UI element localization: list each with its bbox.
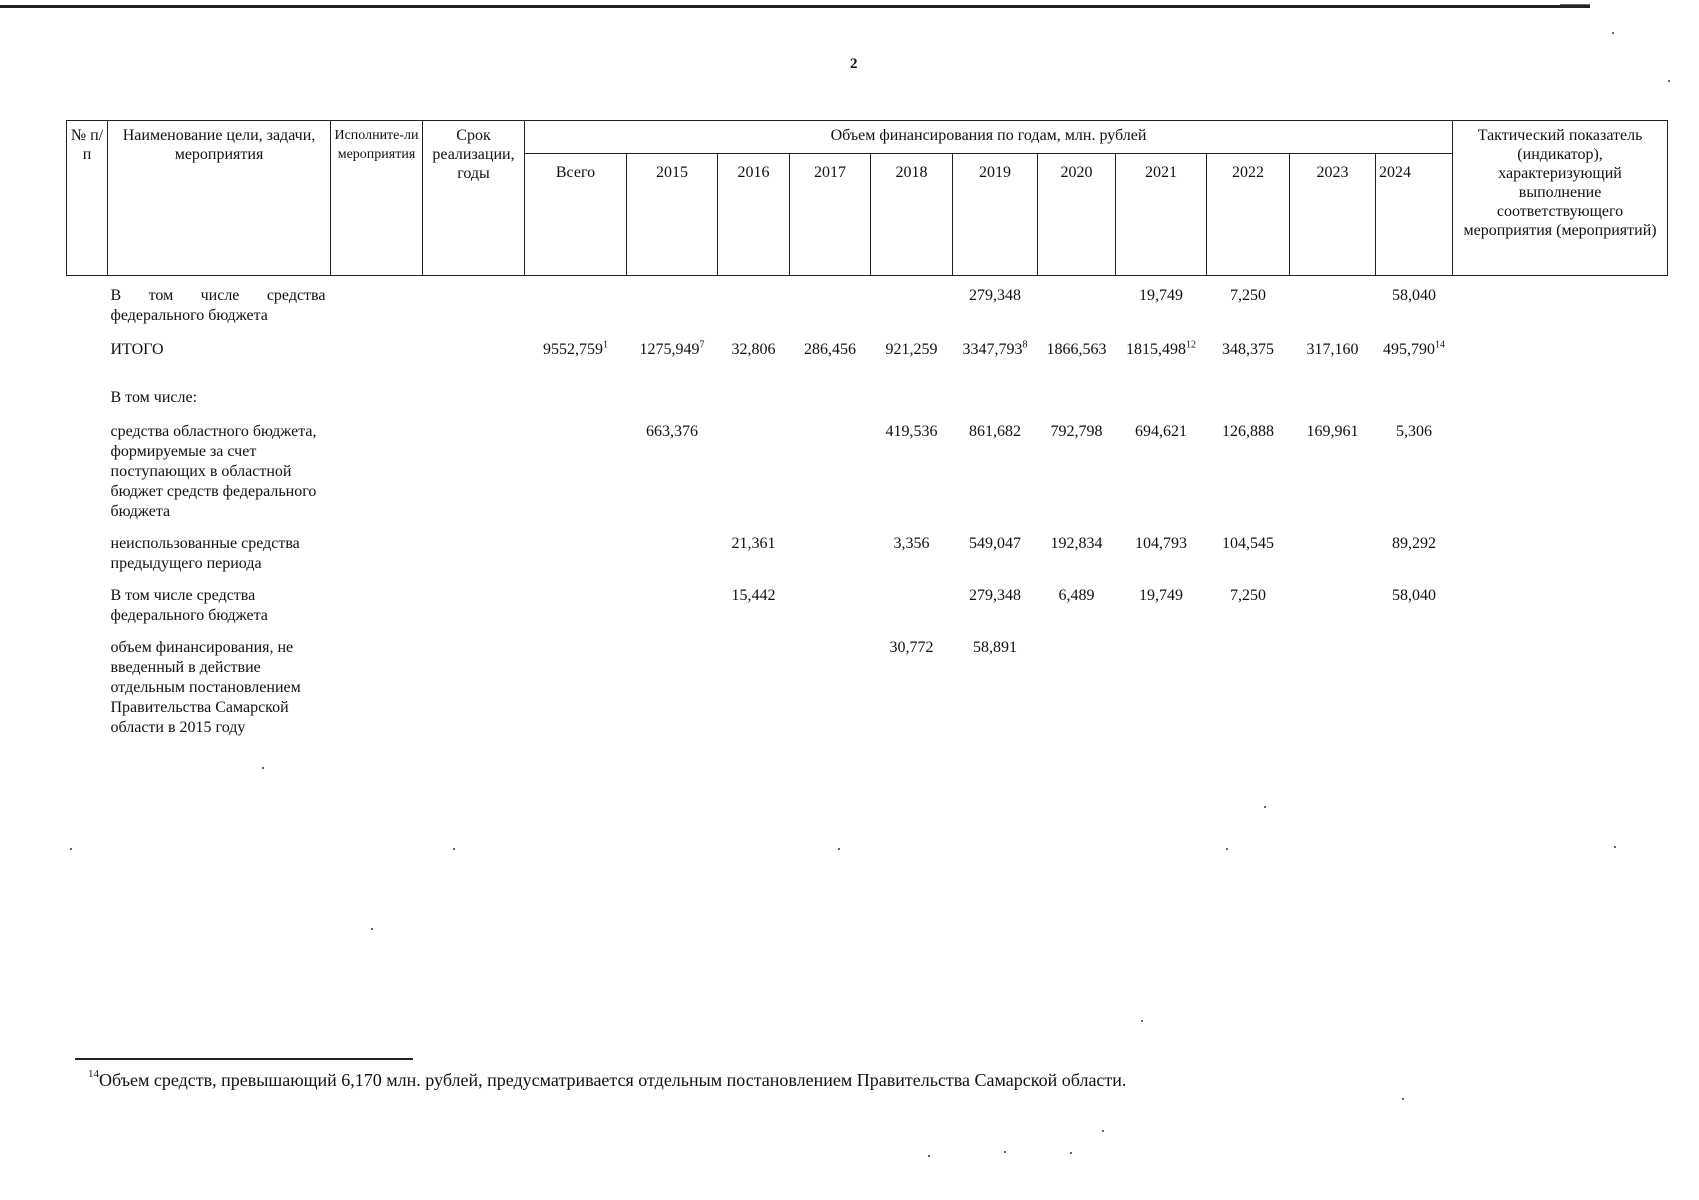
footnote-mark: 14: [88, 1068, 99, 1080]
table-row: [67, 586, 1668, 626]
cell-total: 9552,759$^1$: [543, 339, 608, 358]
header-year-2015: 2015: [627, 154, 718, 276]
footnote-ref: 8: [1022, 339, 1028, 351]
scan-speck: [1141, 1020, 1143, 1022]
cell-2019: 279,348: [969, 587, 1021, 604]
footnote-ref: 12: [1186, 339, 1196, 351]
cell-2015: 663,376: [646, 423, 698, 440]
cell-2019: 3347,793$^8$: [962, 339, 1028, 358]
footnote-ref: 7: [699, 339, 705, 351]
cell-2019: 861,682: [969, 423, 1021, 440]
table-row-total: [67, 340, 1668, 360]
row-label: объем финансирования, не введенный в действие отдельным постановлением Правительства Самарской области в 2015 году: [110, 639, 301, 736]
cell-total: [525, 586, 627, 626]
header-name: Наименование цели, задачи, мероприятия: [108, 121, 331, 276]
header-volume: Объем финансирования по годам, млн. рублей: [525, 121, 1453, 154]
cell-2019: 549,047: [969, 535, 1021, 552]
scan-speck: [1070, 1152, 1072, 1154]
cell-2015: [627, 586, 718, 626]
scan-speck: [1402, 1098, 1404, 1100]
cell-2022: [1207, 638, 1290, 738]
table-row: [67, 286, 1668, 326]
cell-2018: [871, 586, 953, 626]
cell-2024: 495,790$^{14}$: [1383, 339, 1446, 358]
cell-2017: [790, 586, 871, 626]
scan-speck: [1004, 1151, 1006, 1153]
cell-2022: 348,375: [1222, 341, 1274, 358]
cell-2018: [871, 286, 953, 326]
cell-2016: 32,806: [731, 341, 776, 358]
scan-speck: [371, 928, 373, 930]
scan-speck: [1264, 806, 1266, 808]
header-year-2022: 2022: [1207, 154, 1290, 276]
top-border-line: [0, 5, 1590, 8]
scan-speck: [838, 848, 840, 850]
scan-speck: [262, 767, 264, 769]
scan-speck: [1226, 848, 1228, 850]
cell-2022: 7,250: [1230, 587, 1266, 604]
row-label: В том числе средства федерального бюджета: [110, 587, 268, 624]
cell-2017: [790, 638, 871, 738]
cell-2015: [627, 638, 718, 738]
cell-2022: 104,545: [1222, 535, 1274, 552]
table-row: [67, 638, 1668, 738]
cell-2016: 15,442: [731, 587, 776, 604]
cell-2023: [1290, 638, 1376, 738]
row-label: В том числе:: [110, 389, 198, 406]
cell-2016: [718, 286, 790, 326]
cell-2022: 7,250: [1230, 287, 1266, 304]
footnote-separator: [75, 1058, 413, 1060]
cell-2023: [1290, 586, 1376, 626]
footnote: [88, 1070, 1126, 1091]
row-label: неиспользованные средства предыдущего периода: [110, 535, 300, 572]
cell-2024: 89,292: [1392, 535, 1437, 552]
cell-2020: 192,834: [1050, 535, 1103, 552]
header-year-2016: 2016: [718, 154, 790, 276]
header-year-2017: 2017: [790, 154, 871, 276]
header-year-2023: 2023: [1290, 154, 1376, 276]
cell-2024: [1376, 638, 1453, 738]
cell-2024: 5,306: [1396, 423, 1433, 440]
cell-2024: 58,040: [1392, 587, 1437, 604]
cell-2018: 30,772: [889, 639, 934, 656]
cell-2016: 21,361: [731, 535, 776, 552]
cell-2020: [1038, 286, 1116, 326]
cell-2017: 286,456: [804, 341, 856, 358]
cell-2019: 279,348: [969, 287, 1021, 304]
cell-total: [525, 638, 627, 738]
cell-2020: 1866,563: [1046, 341, 1107, 358]
top-border-line-thin: [1560, 4, 1590, 5]
cell-2022: 126,888: [1222, 423, 1274, 440]
cell-2024: 58,040: [1392, 287, 1437, 304]
cell-2018: 3,356: [893, 535, 930, 552]
table-row: [67, 534, 1668, 574]
cell-2023: 169,961: [1306, 423, 1359, 440]
cell-2017: [790, 422, 871, 522]
header-indicator: Тактический показатель (индикатор), характеризующий выполнение соответствующего мероприятия (мероприятий): [1453, 121, 1668, 276]
cell-2020: 792,798: [1050, 423, 1103, 440]
page-number: 2: [850, 56, 858, 72]
header-year-2019: 2019: [953, 154, 1038, 276]
footnote-ref: 1: [603, 339, 608, 351]
header-year-2021: 2021: [1116, 154, 1207, 276]
header-year-2020: 2020: [1038, 154, 1116, 276]
scan-speck: [1668, 80, 1670, 82]
scan-speck: [928, 1155, 930, 1157]
footnote-ref: 14: [1435, 339, 1446, 351]
scan-speck: [70, 848, 72, 850]
scan-speck: [1614, 846, 1616, 848]
table-row: [67, 388, 1668, 408]
cell-2021: 694,621: [1135, 423, 1187, 440]
cell-total: [525, 286, 627, 326]
cell-total: [525, 422, 627, 522]
cell-total: [525, 534, 627, 574]
footnote-text: Объем средств, превышающий 6,170 млн. рублей, предусматривается отдельным постановлением Правительства Самарской области.: [99, 1070, 1127, 1090]
cell-2019: 58,891: [973, 639, 1017, 656]
financing-table: [66, 120, 1668, 738]
cell-2018: 921,259: [885, 341, 938, 358]
cell-2015: [627, 534, 718, 574]
cell-2021: 19,749: [1139, 287, 1183, 304]
header-year-2024: 2024: [1376, 154, 1453, 276]
cell-2015: 1275,949$^7$: [639, 339, 705, 358]
cell-2021: 1815,498$^{12}$: [1126, 339, 1196, 358]
scan-speck: [1102, 1130, 1104, 1132]
cell-2020: [1038, 638, 1116, 738]
cell-2020: 6,489: [1058, 587, 1095, 604]
cell-2015: [627, 286, 718, 326]
scan-speck: [453, 848, 455, 850]
cell-2016: [718, 638, 790, 738]
table-row: [67, 422, 1668, 522]
cell-2023: 317,160: [1306, 341, 1359, 358]
header-year-2018: 2018: [871, 154, 953, 276]
header-term: Срок реализации, годы: [423, 121, 525, 276]
cell-2016: [718, 422, 790, 522]
cell-2021: 104,793: [1135, 535, 1187, 552]
header-executors: Исполните-ли мероприятия: [331, 121, 423, 276]
cell-2017: [790, 534, 871, 574]
scan-speck: [1612, 32, 1614, 34]
row-label: В том числе средства федерального бюджета: [110, 287, 326, 324]
cell-2023: [1290, 534, 1376, 574]
header-total: Всего: [525, 154, 627, 276]
row-label: ИТОГО: [110, 341, 164, 358]
cell-2017: [790, 286, 871, 326]
cell-2021: [1116, 638, 1207, 738]
cell-2018: 419,536: [885, 423, 938, 440]
header-num: № п/п: [67, 121, 108, 276]
cell-2023: [1290, 286, 1376, 326]
row-label: средства областного бюджета, формируемые за счет поступающих в областной бюджет средств федерального бюджета: [110, 423, 317, 520]
cell-2021: 19,749: [1139, 587, 1183, 604]
